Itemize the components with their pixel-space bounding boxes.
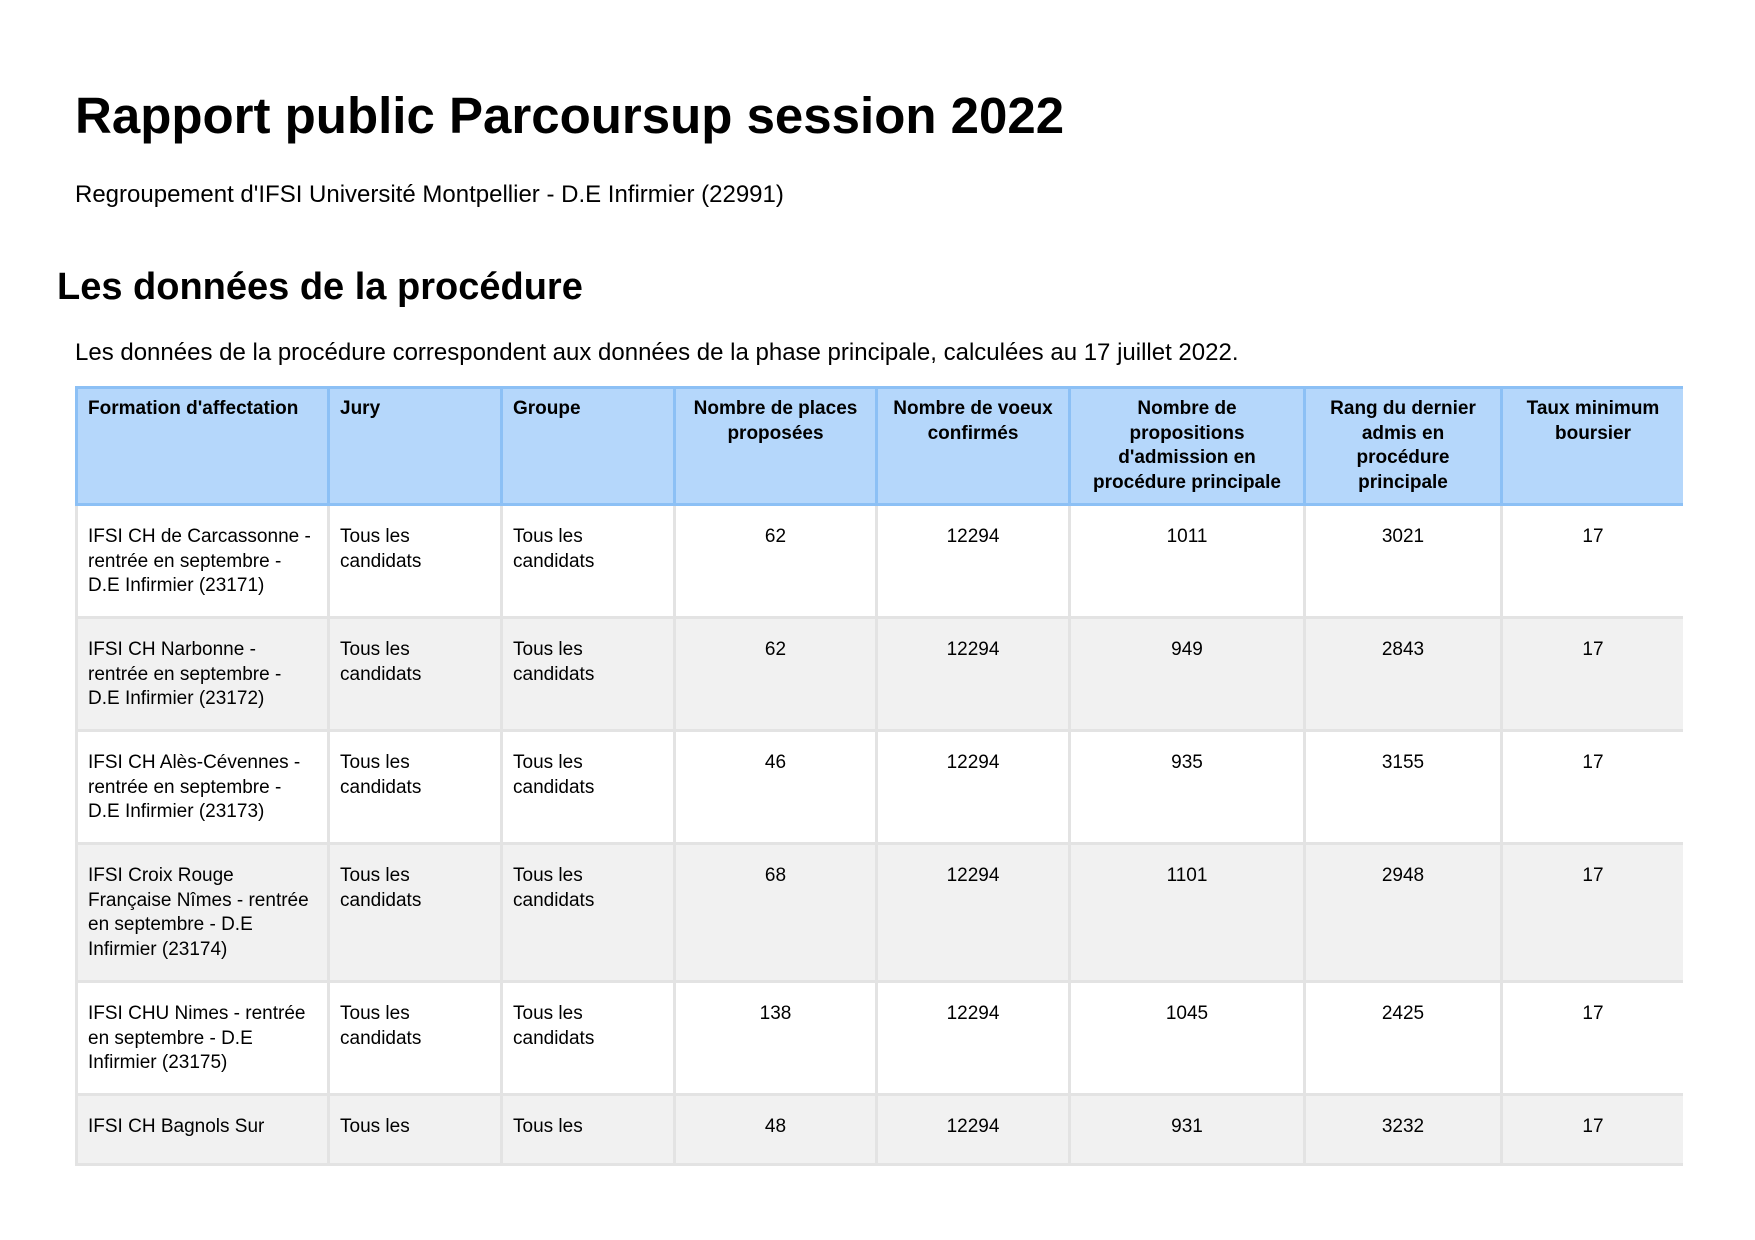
table-container <box>75 386 1683 1166</box>
column-header-groupe: Groupe <box>502 388 675 505</box>
cell-formation: IFSI CH de Carcassonne - rentrée en septembre - D.E Infirmier (23171) <box>77 505 329 618</box>
table-row <box>77 505 1684 618</box>
cell-rang: 3021 <box>1305 505 1502 618</box>
cell-propositions: 1101 <box>1070 844 1305 982</box>
cell-jury: Tous les candidats <box>329 982 502 1095</box>
cell-places: 68 <box>675 844 877 982</box>
cell-groupe: Tous les candidats <box>502 618 675 731</box>
cell-groupe: Tous les <box>502 1095 675 1165</box>
cell-rang: 2425 <box>1305 982 1502 1095</box>
cell-voeux: 12294 <box>877 982 1070 1095</box>
cell-voeux: 12294 <box>877 731 1070 844</box>
page-title: Rapport public Parcoursup session 2022 <box>75 87 1065 144</box>
cell-places: 62 <box>675 505 877 618</box>
cell-taux: 17 <box>1502 1095 1684 1165</box>
cell-taux: 17 <box>1502 982 1684 1095</box>
column-header-formation: Formation d'affectation <box>77 388 329 505</box>
cell-propositions: 931 <box>1070 1095 1305 1165</box>
cell-voeux: 12294 <box>877 844 1070 982</box>
cell-rang: 2948 <box>1305 844 1502 982</box>
cell-formation: IFSI CHU Nimes - rentrée en septembre - D.E Infirmier (23175) <box>77 982 329 1095</box>
column-header-taux: Taux minimum boursier <box>1502 388 1684 505</box>
cell-taux: 17 <box>1502 731 1684 844</box>
cell-jury: Tous les candidats <box>329 618 502 731</box>
table-row <box>77 618 1684 731</box>
cell-voeux: 12294 <box>877 505 1070 618</box>
cell-places: 62 <box>675 618 877 731</box>
cell-jury: Tous les <box>329 1095 502 1165</box>
cell-voeux: 12294 <box>877 1095 1070 1165</box>
cell-propositions: 935 <box>1070 731 1305 844</box>
section-intro: Les données de la procédure correspondent aux données de la phase principale, calculées au 17 juillet 2022. <box>75 339 1239 366</box>
table-row <box>77 982 1684 1095</box>
cell-groupe: Tous les candidats <box>502 844 675 982</box>
cell-formation: IFSI Croix Rouge Française Nîmes - rentrée en septembre - D.E Infirmier (23174) <box>77 844 329 982</box>
cell-voeux: 12294 <box>877 618 1070 731</box>
cell-propositions: 1045 <box>1070 982 1305 1095</box>
cell-taux: 17 <box>1502 844 1684 982</box>
cell-formation: IFSI CH Bagnols Sur <box>77 1095 329 1165</box>
table-header-row <box>77 388 1684 505</box>
cell-rang: 3155 <box>1305 731 1502 844</box>
page-subtitle: Regroupement d'IFSI Université Montpellier - D.E Infirmier (22991) <box>75 181 784 208</box>
table-row <box>77 844 1684 982</box>
cell-formation: IFSI CH Alès-Cévennes - rentrée en septembre - D.E Infirmier (23173) <box>77 731 329 844</box>
cell-groupe: Tous les candidats <box>502 731 675 844</box>
column-header-jury: Jury <box>329 388 502 505</box>
cell-taux: 17 <box>1502 618 1684 731</box>
table-row <box>77 1095 1684 1165</box>
cell-places: 46 <box>675 731 877 844</box>
cell-propositions: 949 <box>1070 618 1305 731</box>
section-heading: Les données de la procédure <box>57 266 583 308</box>
cell-groupe: Tous les candidats <box>502 505 675 618</box>
cell-rang: 2843 <box>1305 618 1502 731</box>
cell-places: 48 <box>675 1095 877 1165</box>
procedure-data-table <box>75 386 1683 1166</box>
cell-taux: 17 <box>1502 505 1684 618</box>
cell-jury: Tous les candidats <box>329 505 502 618</box>
cell-formation: IFSI CH Narbonne - rentrée en septembre - D.E Infirmier (23172) <box>77 618 329 731</box>
cell-jury: Tous les candidats <box>329 844 502 982</box>
column-header-places: Nombre de places proposées <box>675 388 877 505</box>
cell-propositions: 1011 <box>1070 505 1305 618</box>
column-header-propositions: Nombre de propositions d'admission en procédure principale <box>1070 388 1305 505</box>
cell-jury: Tous les candidats <box>329 731 502 844</box>
cell-groupe: Tous les candidats <box>502 982 675 1095</box>
cell-rang: 3232 <box>1305 1095 1502 1165</box>
column-header-rang: Rang du dernier admis en procédure principale <box>1305 388 1502 505</box>
table-row <box>77 731 1684 844</box>
cell-places: 138 <box>675 982 877 1095</box>
column-header-voeux: Nombre de voeux confirmés <box>877 388 1070 505</box>
